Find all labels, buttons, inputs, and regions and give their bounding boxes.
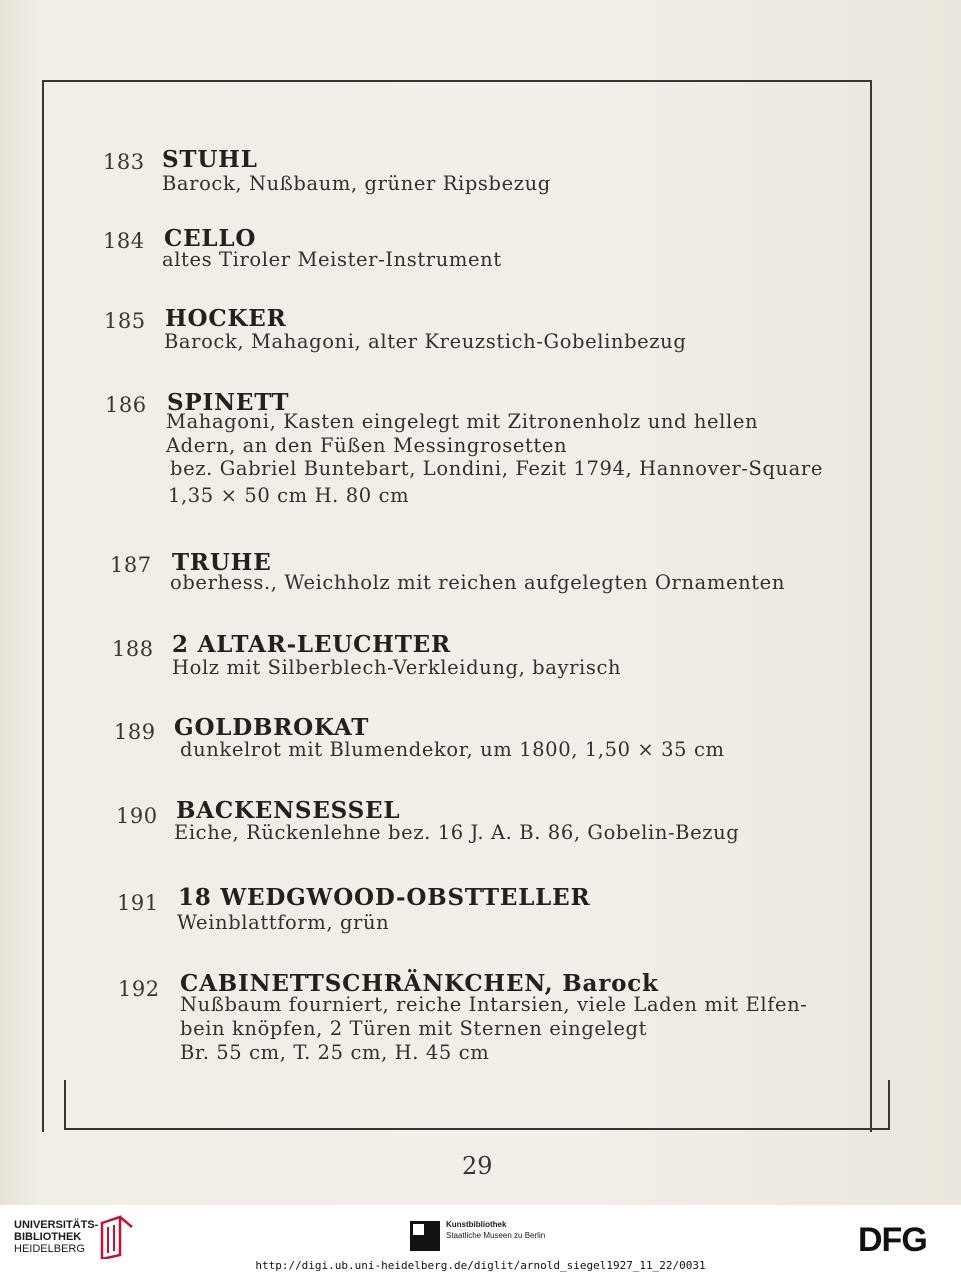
entry-number: 188 [112,637,154,661]
entry-description: bez. Gabriel Buntebart, Londini, Fezit 1794, Hannover-Square [170,457,823,480]
library-name-line: HEIDELBERG [14,1243,85,1255]
entry-title: TRUHE [172,549,272,576]
entry-number: 187 [110,553,152,577]
entry-number: 190 [116,804,158,828]
entry-description: oberhess., Weichholz mit reichen aufgelegten Ornamenten [170,571,785,594]
frame-edge [64,1128,890,1130]
page-number: 29 [462,1152,493,1180]
entry-title: GOLDBROKAT [174,714,370,741]
entry-number: 189 [114,720,156,744]
entry-number: 185 [104,309,146,333]
entry-description: dunkelrot mit Blumendekor, um 1800, 1,50 × 35 cm [180,738,725,761]
library-name-line: BIBLIOTHEK [14,1231,82,1243]
entry-description: Adern, an den Füßen Messingrosetten [166,434,568,457]
kb-name-line: Staatliche Museen zu Berlin [446,1231,546,1240]
entry-description: Barock, Nußbaum, grüner Ripsbezug [162,172,551,195]
entry-description: Nußbaum fourniert, reiche Intarsien, viele Laden mit Elfen- [180,993,808,1016]
digitization-footer [0,1205,961,1275]
entry-description: Mahagoni, Kasten eingelegt mit Zitronenholz und hellen [166,410,759,433]
university-library-logo-icon[interactable] [98,1215,134,1259]
dfg-logo[interactable]: DFG [858,1221,927,1259]
library-name-line: UNIVERSITÄTS- [14,1219,99,1231]
entry-description: Eiche, Rückenlehne bez. 16 J. A. B. 86, Gobelin-Bezug [174,821,740,844]
permalink-url[interactable]: http://digi.ub.uni-heidelberg.de/diglit/arnold_siegel1927_11_22/0031 [255,1259,706,1272]
entry-title: SPINETT [167,389,290,416]
entry-title: STUHL [162,146,258,173]
entry-description: Br. 55 cm, T. 25 cm, H. 45 cm [180,1041,490,1064]
library-name[interactable] [14,1219,98,1255]
entry-description: bein knöpfen, 2 Türen mit Sternen eingelegt [180,1017,648,1040]
entry-title: CABINETTSCHRÄNKCHEN, Barock [180,970,659,997]
entry-number: 191 [117,891,159,915]
kunstbibliothek-logo-icon[interactable] [410,1221,440,1251]
entry-title: 18 WEDGWOOD-OBSTTELLER [178,884,591,911]
entry-description: Barock, Mahagoni, alter Kreuzstich-Gobelinbezug [164,330,687,353]
entry-number: 192 [118,977,160,1001]
entry-title: BACKENSESSEL [176,797,401,824]
entry-number: 186 [105,393,147,417]
entry-description: 1,35 × 50 cm H. 80 cm [168,484,410,507]
entry-number: 184 [103,229,145,253]
kb-name-line: Kunstbibliothek [446,1220,507,1229]
entry-title: 2 ALTAR-LEUCHTER [172,631,451,658]
frame-edge [64,1080,66,1130]
entry-description: altes Tiroler Meister-Instrument [162,248,502,271]
frame-edge [888,1080,890,1130]
entry-number: 183 [103,150,145,174]
entry-title: CELLO [164,225,257,252]
kunstbibliothek-name[interactable] [446,1219,545,1241]
entry-title: HOCKER [165,305,287,332]
entry-description: Weinblattform, grün [177,911,390,934]
entry-description: Holz mit Silberblech-Verkleidung, bayrisch [172,656,622,679]
